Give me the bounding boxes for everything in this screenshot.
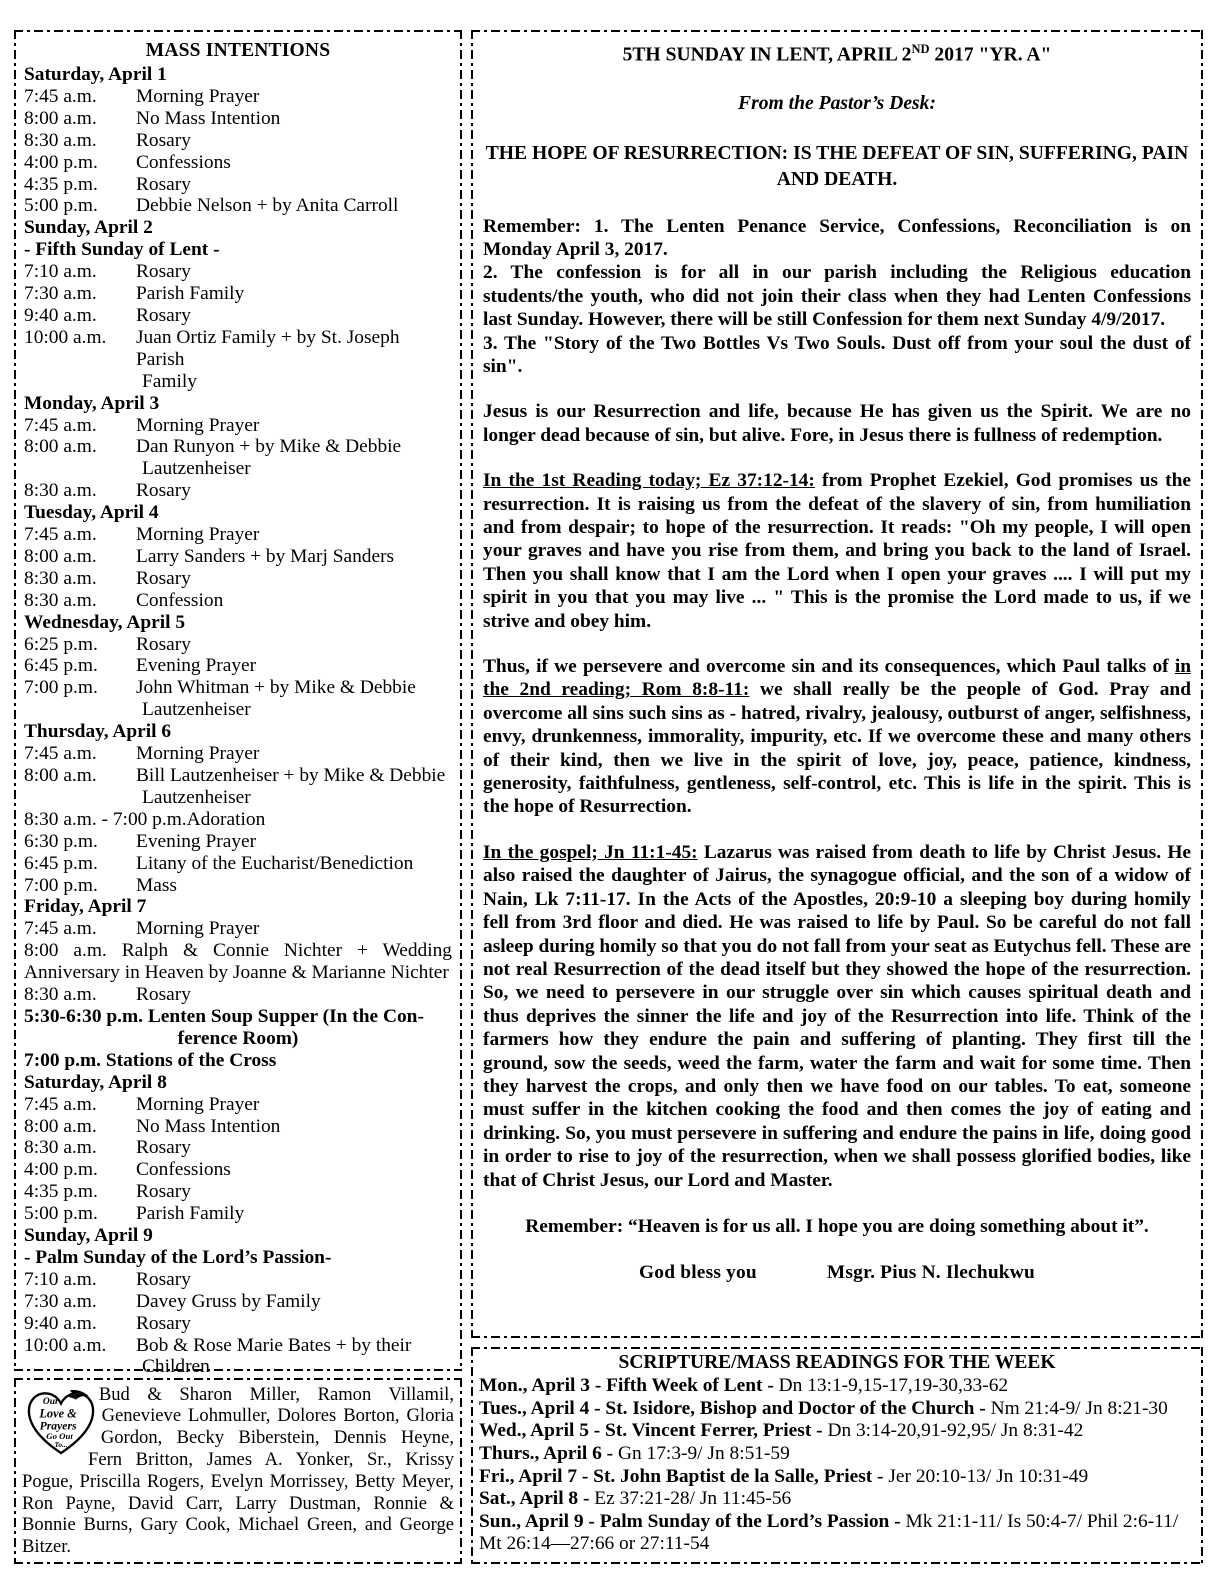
entry-description: Rosary — [136, 633, 191, 655]
mass-intentions-entry — [24, 984, 452, 1006]
entry-time: 7:45 a.m. — [24, 918, 97, 940]
entry-description: Confessions — [136, 151, 231, 173]
mass-intentions-entry — [24, 108, 452, 130]
mass-intentions-entry — [24, 1094, 452, 1116]
entry-description: Rosary — [136, 480, 191, 502]
mass-intentions-entry — [24, 918, 452, 940]
entry-time: 9:40 a.m. — [24, 1312, 97, 1334]
remember-item-2: 2. The confession is for all in our parish including the Religious education students/the youth, who did not join their class when they had Lenten Confessions last Sunday. However, there will be still Confession for them next Sunday 4/9/2017. — [483, 262, 1191, 331]
entry-description: Parish Family — [136, 1203, 245, 1225]
mass-intentions-entry — [24, 1159, 452, 1181]
entry-time: 7:00 p.m. — [24, 874, 98, 896]
entry-time: 8:00 a.m. — [24, 545, 97, 567]
mass-intentions-day-subheading: - Palm Sunday of the Lord’s Passion- — [24, 1246, 332, 1268]
entry-time: 4:35 p.m. — [24, 1181, 98, 1203]
second-reading-body: we shall really be the people of God. Pray and overcome all sins such sins as - hatred, rivalry, jealousy, outburst of anger, selfishness, envy, drunkenness, immorality, impurity, etc. If we overcome these and many others of their kind, then we live in the spirit of love, joy, peace, patience, kindness, generosity, faithfulness, gentleness, self-control, etc. This is life in the spirit. This is the hope of Resurrection. — [483, 679, 1191, 818]
prayers-names: Bud & Sharon Miller, Ramon Villamil, Genevieve Lohmuller, Dolores Borton, Gloria Gordon, Becky Biberstein, Dennis Heyne, Fern Britton, James A. Yonker, Sr., Krissy Pogue, Priscilla Rogers, Evelyn Morrissey, Betty Meyer, Ron Payne, David Carr, Larry Dustman, Ronnie & Bonnie Burns, Gary Cook, Michael Green, and George Bitzer. — [22, 1383, 454, 1558]
entry-time: 7:45 a.m. — [24, 414, 97, 436]
pastor-name: Msgr. Pius N. Ilechukwu — [826, 1261, 1035, 1283]
signature-line — [483, 1262, 1191, 1284]
entry-description: Rosary — [136, 304, 191, 326]
scripture-reading-item — [479, 1466, 1195, 1489]
entry-time: 6:30 p.m. — [24, 830, 98, 852]
entry-time: 7:45 a.m. — [24, 1093, 97, 1115]
reading-day-label: Thurs., April 6 - — [479, 1443, 618, 1465]
mass-intentions-entry — [24, 86, 452, 108]
entry-description: Evening Prayer — [136, 655, 257, 677]
mass-intentions-entry — [24, 305, 452, 327]
mass-intentions-entry — [24, 327, 452, 371]
entry-time: 7:30 a.m. — [24, 1290, 97, 1312]
right-column — [471, 30, 1203, 1564]
reading-citation: Ez 37:21-28/ Jn 11:45-56 — [594, 1488, 792, 1510]
first-reading-body: from Prophet Ezekiel, God promises us the resurrection. It is raising us from the defeat of the slavery of sin, from humiliation and from despair; to hope of the resurrection. It reads: "Oh my people, I will open your graves and have you rise from them, and bring you back to the land of Israel. Then you shall know that I am the Lord when I open your graves .... I will put my spirit in you that you may live ... " This is the promise the Lord made to us, if we strive and obey him. — [483, 470, 1191, 632]
entry-description: Rosary — [136, 1181, 191, 1203]
paragraph-jesus-resurrection: Jesus is our Resurrection and life, because He has given us the Spirit. We are no longer dead because of sin, but alive. Fore, in Jesus there is fullness of redemption. — [483, 401, 1191, 446]
entry-description: Morning Prayer — [136, 743, 260, 765]
reading-day-label: Tues., April 4 - St. Isidore, Bishop and Doctor of the Church - — [479, 1397, 991, 1419]
svg-text:Love &: Love & — [39, 1405, 77, 1420]
prayers-box — [14, 1378, 462, 1564]
mass-intentions-entry — [24, 261, 452, 283]
entry-description: No Mass Intention — [136, 1115, 281, 1137]
entry-time: 7:45 a.m. — [24, 524, 97, 546]
reading-day-label: Sun., April 9 - Palm Sunday of the Lord’s Passion - — [479, 1510, 906, 1532]
mass-intentions-entry — [24, 1291, 452, 1313]
mass-intentions-highlight-entry: 7:00 p.m. Stations of the Cross — [24, 1049, 277, 1071]
scripture-reading-item — [479, 1398, 1195, 1421]
entry-time: 7:00 p.m. — [24, 677, 98, 699]
svg-text:To...: To... — [54, 1440, 68, 1449]
reading-day-label: Mon., April 3 - Fifth Week of Lent - — [479, 1375, 779, 1397]
entry-description: Debbie Nelson + by Anita Carroll — [136, 195, 399, 217]
entry-time: 8:30 a.m. — [24, 589, 97, 611]
entry-time: 8:30 a.m. — [24, 480, 97, 502]
entry-description-continued: Lautzenheiser — [142, 699, 251, 721]
mass-intentions-entry — [24, 1269, 452, 1291]
gospel-body: Lazarus was raised from death to life by Christ Jesus. He also raised the daughter of Jairus, the synagogue official, and the son of a widow of Nain, Lk 7:11-17. In the Acts of the Apostles, 20:9-10 a sleeping boy during homily fell from 3rd floor and died. He was raised to life by Paul. So be careful do not fall asleep during homily so that you do not fall from your seat as Eutychus fell. These are not real Resurrection of the dead itself but they showed the hope of the resurrection. So, we need to persevere in our struggle over sin which causes spiritual death and thus deprives the sinner the life and joy of the Resurrection into life. Think of the farmers how they endure the pain and suffering of planting. They first till the ground, sow the seeds, weed the farm, water the farm and wait for some time. Then they harvest the crops, and only then we have food on our tables. To eat, someone must suffer in the kitchen cooking the food and then comes the joy of eating and drinking. So, you must persevere in suffering and endure the pains in life, doing good in order to rise to joy of the resurrection, when we shall possess glorified bodies, like that of Christ Jesus, our Lord and Master. — [483, 841, 1192, 1191]
entry-description: No Mass Intention — [136, 107, 281, 129]
mass-intentions-entry — [24, 152, 452, 174]
mass-intentions-day-subheading: - Fifth Sunday of Lent - — [24, 239, 220, 261]
entry-time: 7:45 a.m. — [24, 85, 97, 107]
mass-intentions-entry — [24, 130, 452, 152]
entry-description: Morning Prayer — [136, 524, 260, 546]
mass-intentions-day-heading: Wednesday, April 5 — [24, 611, 186, 633]
mass-intentions-entry — [24, 853, 452, 875]
mass-intentions-entry — [24, 415, 452, 437]
scripture-reading-item — [479, 1420, 1195, 1443]
entry-description: Davey Gruss by Family — [136, 1290, 321, 1312]
mass-intentions-day-heading: Sunday, April 9 — [24, 1225, 153, 1247]
entry-description: Larry Sanders + by Marj Sanders — [136, 545, 395, 567]
entry-time: 4:00 p.m. — [24, 151, 98, 173]
paragraph-second-reading — [483, 655, 1191, 819]
entry-time: 8:30 a.m. — [24, 129, 97, 151]
mass-intentions-entry — [24, 546, 452, 568]
mass-intentions-entry — [24, 590, 452, 612]
remember-item-3: 3. The "Story of the Two Bottles Vs Two Souls. Dust off from your soul the dust of sin". — [483, 332, 1191, 377]
entry-time: 8:00 a.m. — [24, 436, 97, 458]
entry-description: Morning Prayer — [136, 414, 260, 436]
entry-time: 8:00 a.m. — [24, 765, 97, 786]
entry-time: 7:30 a.m. — [24, 283, 97, 305]
mass-intentions-entry — [24, 1116, 452, 1138]
entry-description-continued: Children — [142, 1356, 210, 1378]
mass-intentions-entry — [24, 1137, 452, 1159]
mass-intentions-entry: 8:00 a.m. Ralph & Connie Nichter + Wedding Anniversary in Heaven by Joanne & Marianne Nichter — [24, 940, 452, 984]
sunday-title-ordinal: ND — [911, 42, 930, 56]
entry-description: Morning Prayer — [136, 918, 260, 940]
entry-description: Rosary — [136, 1268, 191, 1290]
reading-day-label: Wed., April 5 - St. Vincent Ferrer, Priest - — [479, 1420, 828, 1442]
entry-description: Confession — [136, 589, 224, 611]
mass-intentions-entry — [24, 1313, 452, 1335]
entry-time: 8:00 a.m. — [24, 1115, 97, 1137]
mass-intentions-entry — [24, 655, 452, 677]
mass-intentions-entry — [24, 568, 452, 590]
mass-intentions-day-heading: Saturday, April 8 — [24, 1071, 167, 1093]
entry-description: Rosary — [136, 1312, 191, 1334]
mass-intentions-highlight-entry: 5:30-6:30 p.m. Lenten Soup Supper (In the Con- — [24, 1005, 424, 1027]
mass-intentions-entry — [24, 1181, 452, 1203]
scripture-readings-title: SCRIPTURE/MASS READINGS FOR THE WEEK — [618, 1352, 1056, 1374]
svg-text:Prayers: Prayers — [39, 1419, 77, 1433]
entry-time: 8:30 a.m. — [24, 1137, 97, 1159]
first-reading-citation-label: In the 1st Reading today; Ez 37:12-14: — [483, 470, 815, 492]
mass-intentions-box — [14, 30, 462, 1378]
mass-intentions-entry — [24, 174, 452, 196]
sunday-title — [483, 42, 1191, 67]
svg-text:Our: Our — [42, 1396, 59, 1407]
entry-description: Rosary — [136, 567, 191, 589]
sunday-title-main: 5TH SUNDAY IN LENT, APRIL 2 — [622, 44, 912, 66]
entry-time: 6:45 p.m. — [24, 852, 98, 874]
pastors-desk-box — [471, 30, 1203, 1338]
entry-description: Bill Lautzenheiser + by Mike & Debbie — [136, 765, 446, 786]
entry-description-continued: Lautzenheiser — [142, 458, 251, 480]
entry-time: 6:25 p.m. — [24, 633, 98, 655]
mass-intentions-entry — [24, 524, 452, 546]
entry-description: Morning Prayer — [136, 85, 260, 107]
second-reading-citation-label: in the 2nd reading; Rom 8:8-11: — [483, 656, 1191, 701]
entry-time: 7:10 a.m. — [24, 261, 97, 283]
sunday-title-year: 2017 "YR. A" — [929, 44, 1052, 66]
mass-intentions-highlight-entry-continued: ference Room) — [177, 1027, 299, 1049]
entry-time: 9:40 a.m. — [24, 304, 97, 326]
entry-time: 4:00 p.m. — [24, 1159, 98, 1181]
entry-description: Rosary — [136, 173, 191, 195]
reading-day-label: Sat., April 8 - — [479, 1488, 595, 1510]
reading-citation: Mk 21:1-11/ Is 50:4-7/ Phil 2:6-11/ Mt 26:14—27:66 or 27:11-54 — [479, 1510, 1179, 1555]
mass-intentions-day-heading: Sunday, April 2 — [24, 217, 153, 239]
entry-time: 7:10 a.m. — [24, 1268, 97, 1290]
entry-description: Evening Prayer — [136, 830, 257, 852]
entry-description: Bob & Rose Marie Bates + by their — [136, 1334, 412, 1356]
mass-intentions-entry — [24, 831, 452, 853]
reading-citation: Dn 3:14-20,91-92,95/ Jn 8:31-42 — [827, 1420, 1084, 1442]
scripture-reading-item — [479, 1488, 1195, 1511]
mass-intentions-entry — [24, 436, 452, 458]
entry-description: Dan Runyon + by Mike & Debbie — [136, 436, 402, 458]
mass-intentions-list — [24, 64, 452, 1378]
entry-time: 5:00 p.m. — [24, 195, 98, 217]
entry-description: Adoration — [186, 808, 266, 830]
mass-intentions-entry — [24, 809, 452, 831]
paragraph-first-reading — [483, 469, 1191, 633]
mass-intentions-day-heading: Saturday, April 1 — [24, 64, 167, 85]
scripture-reading-item — [479, 1375, 1195, 1398]
entry-description: Confessions — [136, 1159, 231, 1181]
mass-intentions-entry — [24, 634, 452, 656]
entry-description: Rosary — [136, 1137, 191, 1159]
mass-intentions-day-heading: Monday, April 3 — [24, 392, 160, 414]
entry-description: Rosary — [136, 261, 191, 283]
mass-intentions-day-heading: Tuesday, April 4 — [24, 502, 159, 524]
entry-description: Rosary — [136, 129, 191, 151]
mass-intentions-entry — [24, 743, 452, 765]
svg-text:Go Out: Go Out — [46, 1430, 73, 1441]
entry-time: 10:00 a.m. — [24, 326, 107, 348]
reading-citation: Dn 13:1-9,15-17,19-30,33-62 — [778, 1375, 1009, 1397]
paragraph-gospel — [483, 841, 1191, 1192]
scripture-reading-item — [479, 1511, 1195, 1556]
entry-description: Morning Prayer — [136, 1093, 260, 1115]
scripture-reading-item — [479, 1443, 1195, 1466]
from-pastors-desk-heading: From the Pastor’s Desk: — [738, 92, 936, 114]
entry-time: 8:30 a.m. - 7:00 p.m. — [24, 808, 187, 830]
god-bless-text: God bless you — [639, 1261, 757, 1283]
entry-time: 4:35 p.m. — [24, 173, 98, 195]
second-reading-intro: Thus, if we persevere and overcome sin and its consequences, which Paul talks of — [483, 656, 1175, 678]
mass-intentions-entry — [24, 875, 452, 897]
entry-time: 8:30 a.m. — [24, 984, 97, 1006]
gospel-citation-label: In the gospel; Jn 11:1-45: — [483, 841, 698, 863]
mass-intentions-day-heading: Friday, April 7 — [24, 896, 147, 918]
mass-intentions-entry — [24, 283, 452, 305]
entry-description: Rosary — [136, 984, 191, 1006]
entry-description: Parish Family — [136, 283, 245, 305]
entry-time: 8:30 a.m. — [24, 567, 97, 589]
closing-remark: Remember: “Heaven is for us all. I hope you are doing something about it”. — [525, 1215, 1149, 1237]
reading-citation: Gn 17:3-9/ Jn 8:51-59 — [618, 1443, 790, 1465]
reading-citation: Jer 20:10-13/ Jn 10:31-49 — [888, 1465, 1089, 1487]
left-column — [14, 30, 462, 1564]
entry-time: 10:00 a.m. — [24, 1334, 107, 1356]
entry-time: 7:45 a.m. — [24, 743, 97, 765]
entry-description: Juan Ortiz Family + by St. Joseph Parish — [136, 326, 400, 370]
mass-intentions-entry — [24, 1335, 452, 1357]
mass-intentions-entry — [24, 195, 452, 217]
homily-title: THE HOPE OF RESURRECTION: IS THE DEFEAT OF SIN, SUFFERING, PAIN AND DEATH. — [485, 142, 1189, 190]
entry-time: 8:00 a.m. — [24, 107, 97, 129]
prayers-text-block — [22, 1384, 454, 1558]
mass-intentions-day-heading: Thursday, April 6 — [24, 721, 172, 743]
entry-time: 6:45 p.m. — [24, 655, 98, 677]
entry-time: 5:00 p.m. — [24, 1203, 98, 1225]
mass-intentions-entry — [24, 765, 452, 787]
reading-day-label: Fri., April 7 - St. John Baptist de la Salle, Priest - — [479, 1465, 889, 1487]
entry-description: John Whitman + by Mike & Debbie — [136, 677, 416, 699]
remember-item-1: Remember: 1. The Lenten Penance Service, Confessions, Reconciliation is on Monday April 3, 2017. — [483, 215, 1191, 260]
entry-description-continued: Family — [142, 370, 197, 392]
entry-description: Litany of the Eucharist/Benediction — [136, 852, 414, 874]
entry-description: Mass — [136, 874, 177, 896]
scripture-readings-list — [479, 1375, 1195, 1556]
mass-intentions-entry — [24, 480, 452, 502]
entry-description-continued: Lautzenheiser — [142, 786, 251, 808]
scripture-readings-box — [471, 1347, 1203, 1564]
reading-citation: Nm 21:4-9/ Jn 8:21-30 — [990, 1397, 1168, 1419]
mass-intentions-entry — [24, 1203, 452, 1225]
mass-intentions-entry — [24, 677, 452, 699]
love-and-prayers-heart-icon — [24, 1386, 98, 1456]
mass-intentions-title: MASS INTENTIONS — [145, 40, 331, 61]
